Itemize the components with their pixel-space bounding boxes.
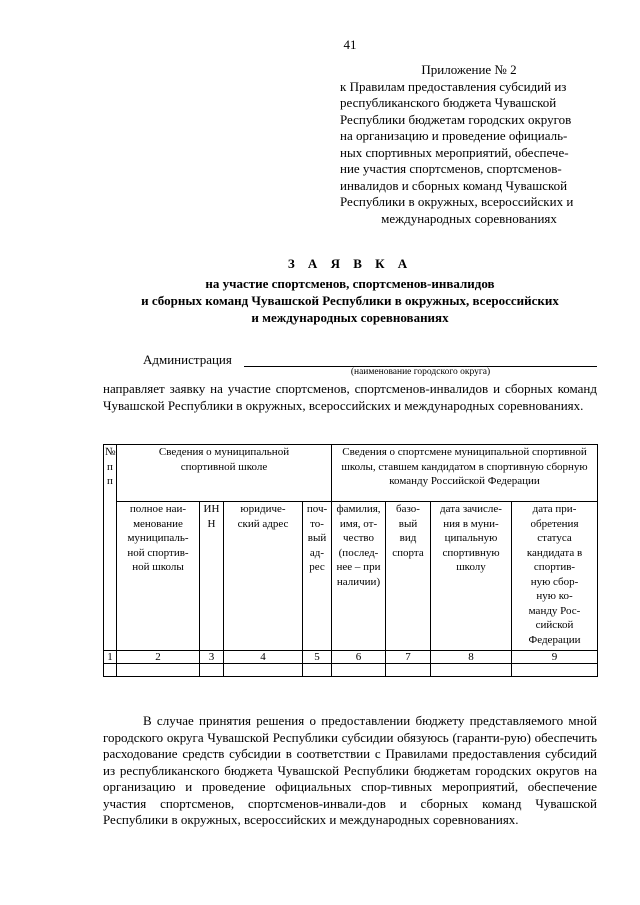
col-line: дата при- xyxy=(532,503,577,515)
table-cell[interactable] xyxy=(200,664,224,677)
column-number: 5 xyxy=(303,651,332,664)
col-line: наличии) xyxy=(336,575,381,588)
col-line: ния в муни- xyxy=(443,517,499,530)
col-line: статуса xyxy=(537,532,572,544)
col-line: менование xyxy=(133,517,183,530)
athlete-group-label: Сведения о спортсмене муниципальной спортивной школы, ставшем кандидатом в спортивную сборную команду Российской Федерации xyxy=(341,446,588,487)
table-cell[interactable] xyxy=(512,664,598,677)
col-full-name xyxy=(332,502,386,651)
col-line: спортив- xyxy=(533,561,576,573)
school-group-label: Сведения о муниципальной спортивной школе xyxy=(158,446,290,473)
appendix-line: Республики бюджетам городских округов xyxy=(340,111,572,127)
col-line: кандидата в xyxy=(526,546,583,559)
column-number: 3 xyxy=(200,651,224,664)
col-line: поч- xyxy=(306,503,328,515)
col-school-name xyxy=(117,502,200,651)
col-line: школу xyxy=(456,561,486,573)
num-header-line: № xyxy=(105,446,116,458)
athlete-group-header xyxy=(332,445,598,502)
col-inn xyxy=(200,502,224,651)
column-number: 1 xyxy=(104,651,117,664)
col-line: нее – при xyxy=(336,561,381,573)
col-line: муниципаль- xyxy=(127,532,189,544)
col-line: фамилия, xyxy=(336,503,381,515)
admin-label: Администрация xyxy=(143,352,232,367)
heading-line: и сборных команд Чувашской Республики в окружных, всероссийских xyxy=(141,293,559,308)
page-number: 41 xyxy=(343,37,357,52)
col-line: ной школы xyxy=(132,561,184,573)
appendix-title: Приложение № 2 xyxy=(421,62,517,77)
appendix-line: Республики в окружных, всероссийских и xyxy=(340,194,574,209)
col-line: манду Рос- xyxy=(528,604,581,617)
column-number-row xyxy=(104,651,598,664)
appendix-line: инвалидов и сборных команд Чувашской xyxy=(340,177,568,193)
col-line: Федерации xyxy=(528,633,581,646)
col-line: дата зачисле- xyxy=(440,503,502,515)
table-cell[interactable] xyxy=(332,664,386,677)
col-line: обретения xyxy=(530,517,579,530)
column-number: 8 xyxy=(431,651,512,664)
column-number: 4 xyxy=(224,651,303,664)
col-line: (послед- xyxy=(338,546,379,559)
col-postal-address xyxy=(303,502,332,651)
col-line: ципальную xyxy=(444,532,498,544)
col-line: вый xyxy=(307,532,327,544)
heading-title: З А Я В К А xyxy=(287,256,413,271)
col-line: чество xyxy=(343,532,374,544)
table-header-row xyxy=(104,445,598,502)
appendix-block xyxy=(340,62,598,227)
appendix-line: на организацию и проведение официаль- xyxy=(340,128,568,143)
col-line: то- xyxy=(310,517,324,530)
col-line: ную сбор- xyxy=(530,575,579,588)
table-cell[interactable] xyxy=(224,664,303,677)
appendix-line: к Правилам предоставления субсидий из xyxy=(340,78,567,94)
table-cell[interactable] xyxy=(386,664,431,677)
appendix-line: республиканского бюджета Чувашской xyxy=(340,95,557,110)
document-heading xyxy=(100,255,600,326)
intro-paragraph: направляет заявку на участие спортсменов, спортсменов-инвалидов и сборных команд Чувашской Республики в окружных, всероссийских и международных соревнованиях. xyxy=(103,381,597,413)
admin-field-hint: (наименование городского округа) xyxy=(350,367,491,377)
appendix-line: ние участия спортсменов, спортсменов- xyxy=(340,161,562,176)
col-line: ной спортив- xyxy=(127,546,189,559)
heading-line: на участие спортсменов, спортсменов-инвалидов xyxy=(205,276,495,291)
table-cell[interactable] xyxy=(431,664,512,677)
col-line: юридиче- xyxy=(240,503,286,515)
col-line: сийской xyxy=(535,619,574,631)
heading-line: и международных соревнованиях xyxy=(251,310,449,325)
column-number: 7 xyxy=(386,651,431,664)
column-number: 6 xyxy=(332,651,386,664)
col-line: ИН xyxy=(203,503,220,515)
col-line: ад- xyxy=(309,546,325,559)
appendix-line: международных соревнованиях xyxy=(381,210,557,226)
col-line: ную ко- xyxy=(536,590,573,602)
col-line: спорта xyxy=(392,546,424,559)
column-number: 9 xyxy=(512,651,598,664)
num-header-cell xyxy=(104,445,117,651)
col-line: имя, от- xyxy=(339,517,378,530)
col-legal-address xyxy=(224,502,303,651)
table-cell[interactable] xyxy=(303,664,332,677)
column-number: 2 xyxy=(117,651,200,664)
col-line: спортивную xyxy=(442,546,500,559)
table-cell[interactable] xyxy=(117,664,200,677)
appendix-line: ных спортивных мероприятий, обеспече- xyxy=(340,144,569,160)
table-row[interactable] xyxy=(104,664,598,677)
col-line: рес xyxy=(309,561,325,573)
commitment-paragraph: В случае принятия решения о предоставлении бюджету представляемого мной городского округа Чувашской Республики субсидии обязуюсь (гаранти-рую) обеспечить расходование средств субсидии в соответствии с Правилами предоставления субсидий из республиканского бюджета Чувашской Республики бюджетам городских округов на организацию и проведение официальных спор-тивных мероприятий, обеспечение участия спортсменов, спортсменов-инвали-дов и сборных команд Чувашской Республики в окружных, всероссийских и международных соревнованиях. xyxy=(103,713,597,827)
table-subheader-row xyxy=(104,502,598,651)
school-group-header xyxy=(117,445,332,502)
col-candidate-date xyxy=(512,502,598,651)
col-line: вый xyxy=(398,517,418,530)
col-line: Н xyxy=(207,517,216,530)
col-line: ский адрес xyxy=(237,517,289,530)
col-enrollment-date xyxy=(431,502,512,651)
num-header-line: п xyxy=(107,475,113,487)
col-line: полное наи- xyxy=(129,503,187,515)
num-header-line: п xyxy=(107,460,113,473)
col-line: базо- xyxy=(396,503,420,515)
application-table xyxy=(103,444,598,677)
col-base-sport xyxy=(386,502,431,651)
col-line: вид xyxy=(399,532,417,544)
table-cell[interactable] xyxy=(104,664,117,677)
